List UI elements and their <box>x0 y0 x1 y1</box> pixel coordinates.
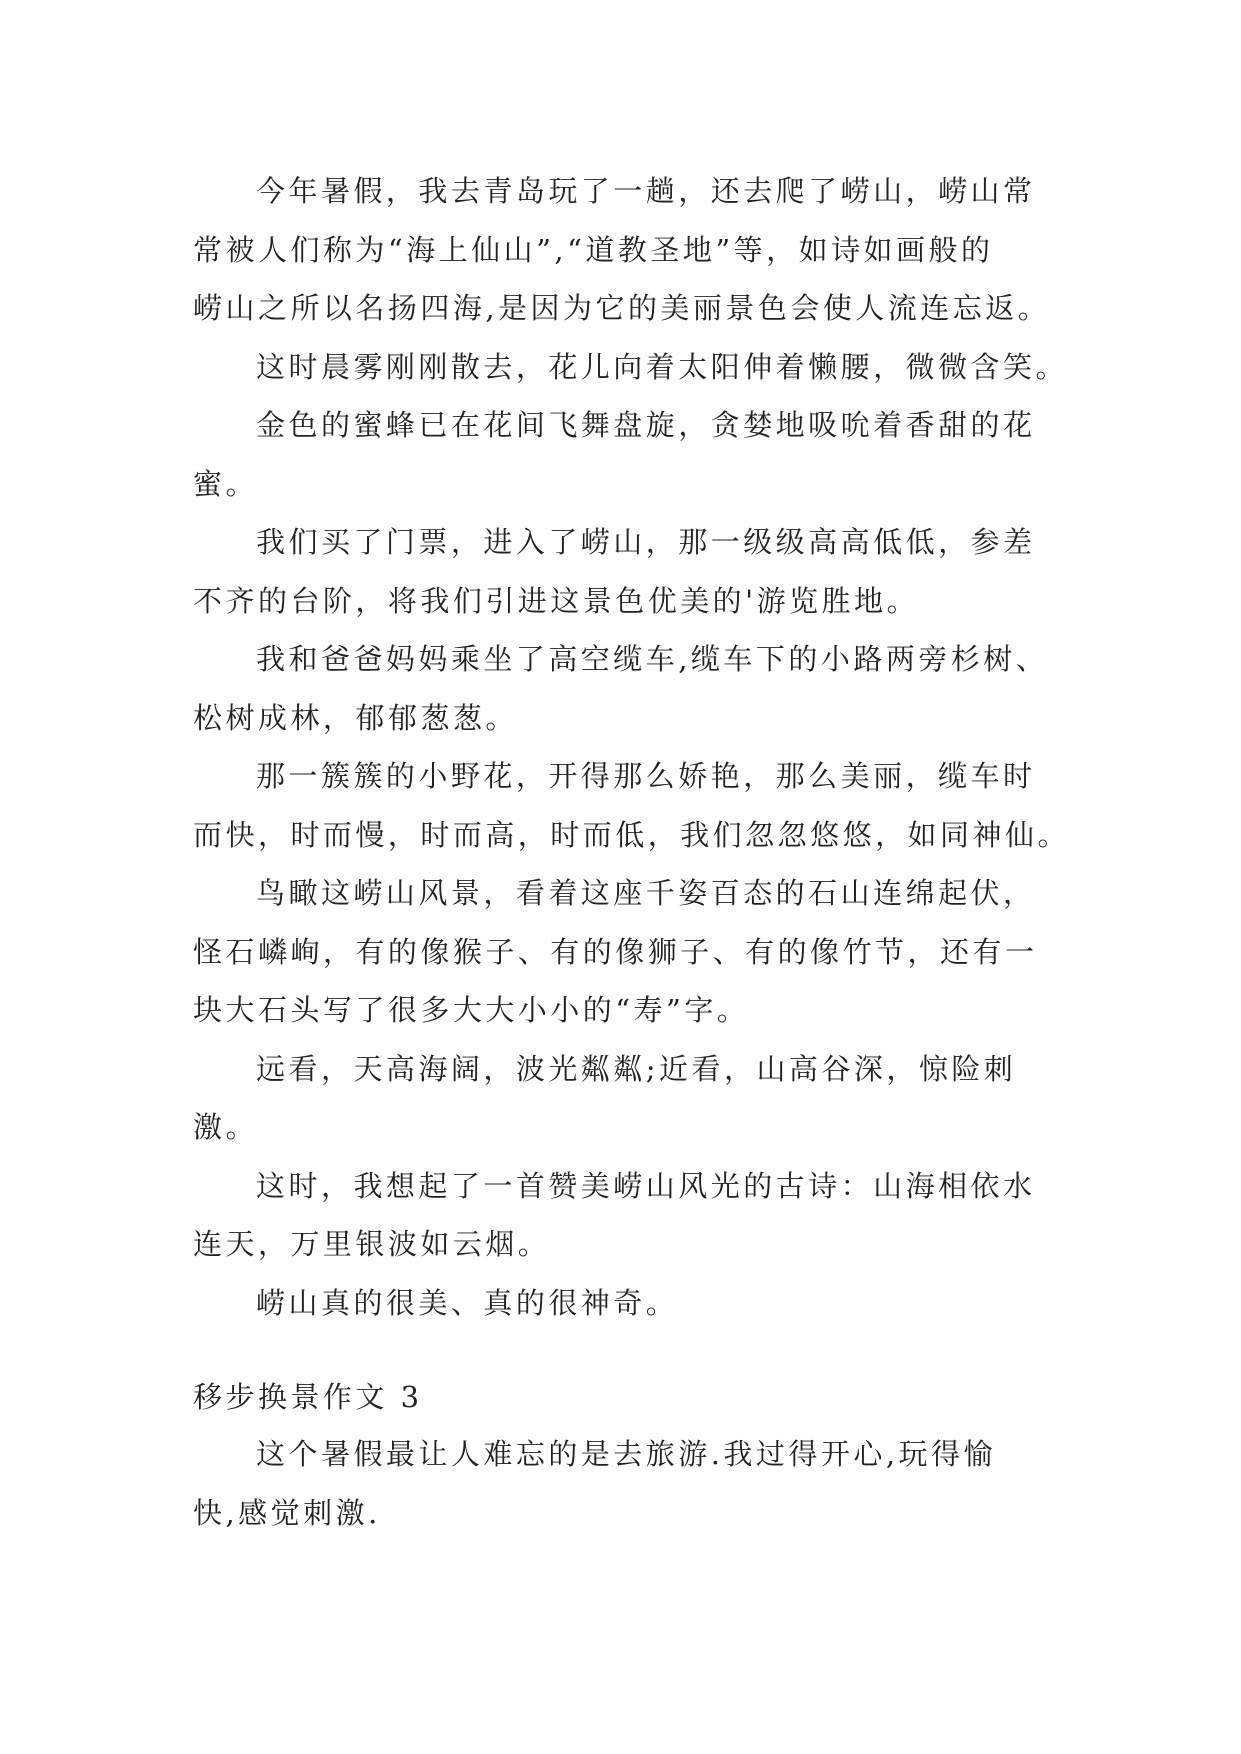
paragraph-line: 金色的蜜蜂已在花间飞舞盘旋，贪婪地吸吮着香甜的花 <box>256 408 1036 442</box>
paragraph-line: 我们买了门票，进入了崂山，那一级级高高低低，参差 <box>256 525 1036 559</box>
paragraph <box>193 396 1093 513</box>
paragraph-line: 快,感觉刺激. <box>193 1495 381 1530</box>
paragraph <box>193 162 1093 338</box>
paragraph-line: 连天，万里银波如云烟。 <box>193 1227 551 1261</box>
paragraph-line: 块大石头写了很多大大小小的“寿”字。 <box>193 993 750 1027</box>
paragraph <box>193 1040 1093 1157</box>
paragraph <box>193 630 1093 747</box>
paragraph-line: 远看，天高海阔，波光粼粼;近看，山高谷深，惊险刺 <box>256 1051 1017 1086</box>
paragraph-line: 崂山之所以名扬四海,是因为它的美丽景色会使人流连忘返。 <box>193 291 1051 325</box>
paragraph <box>193 864 1093 1040</box>
paragraph-line: 常被人们称为“海上仙山”,“道教圣地”等，如诗如画般的 <box>193 232 994 267</box>
paragraph-line: 松树成林，郁郁葱葱。 <box>193 700 518 735</box>
paragraph-line: 崂山真的很美、真的很神奇。 <box>256 1285 679 1320</box>
paragraph-line: 这时晨雾刚刚散去，花儿向着太阳伸着懒腰，微微含笑。 <box>256 349 1069 384</box>
paragraph-line: 怪石嶙峋，有的像猴子、有的像狮子、有的像竹节，还有一 <box>193 934 1038 969</box>
section-heading: 移步换景作文 3 <box>193 1380 423 1414</box>
paragraph-line: 不齐的台阶，将我们引进这景色优美的'游览胜地。 <box>193 583 920 618</box>
paragraph <box>193 1274 1093 1333</box>
paragraph-line: 今年暑假，我去青岛玩了一趟，还去爬了崂山，崂山常 <box>256 174 1036 208</box>
paragraph <box>193 513 1093 630</box>
document-body <box>193 162 1093 1542</box>
paragraph-line: 这个暑假最让人难忘的是去旅游.我过得开心,玩得愉 <box>256 1437 996 1471</box>
paragraph-line: 激。 <box>193 1110 258 1144</box>
paragraph <box>193 1157 1093 1274</box>
paragraph <box>193 338 1093 397</box>
paragraph-line: 我和爸爸妈妈乘坐了高空缆车,缆车下的小路两旁杉树、 <box>256 642 1049 676</box>
paragraph-line: 这时，我想起了一首赞美崂山风光的古诗：山海相依水 <box>256 1168 1036 1203</box>
paragraph <box>193 747 1093 864</box>
paragraph-line: 那一簇簇的小野花，开得那么娇艳，那么美丽，缆车时 <box>256 759 1036 793</box>
section-gap <box>193 1332 1093 1369</box>
paragraph <box>193 1425 1093 1542</box>
paragraph-line: 鸟瞰这崂山风景，看着这座千姿百态的石山连绵起伏， <box>256 876 1036 910</box>
paragraph-line: 蜜。 <box>193 466 258 501</box>
paragraph-line: 而快，时而慢，时而高，时而低，我们忽忽悠悠，如同神仙。 <box>193 817 1070 852</box>
